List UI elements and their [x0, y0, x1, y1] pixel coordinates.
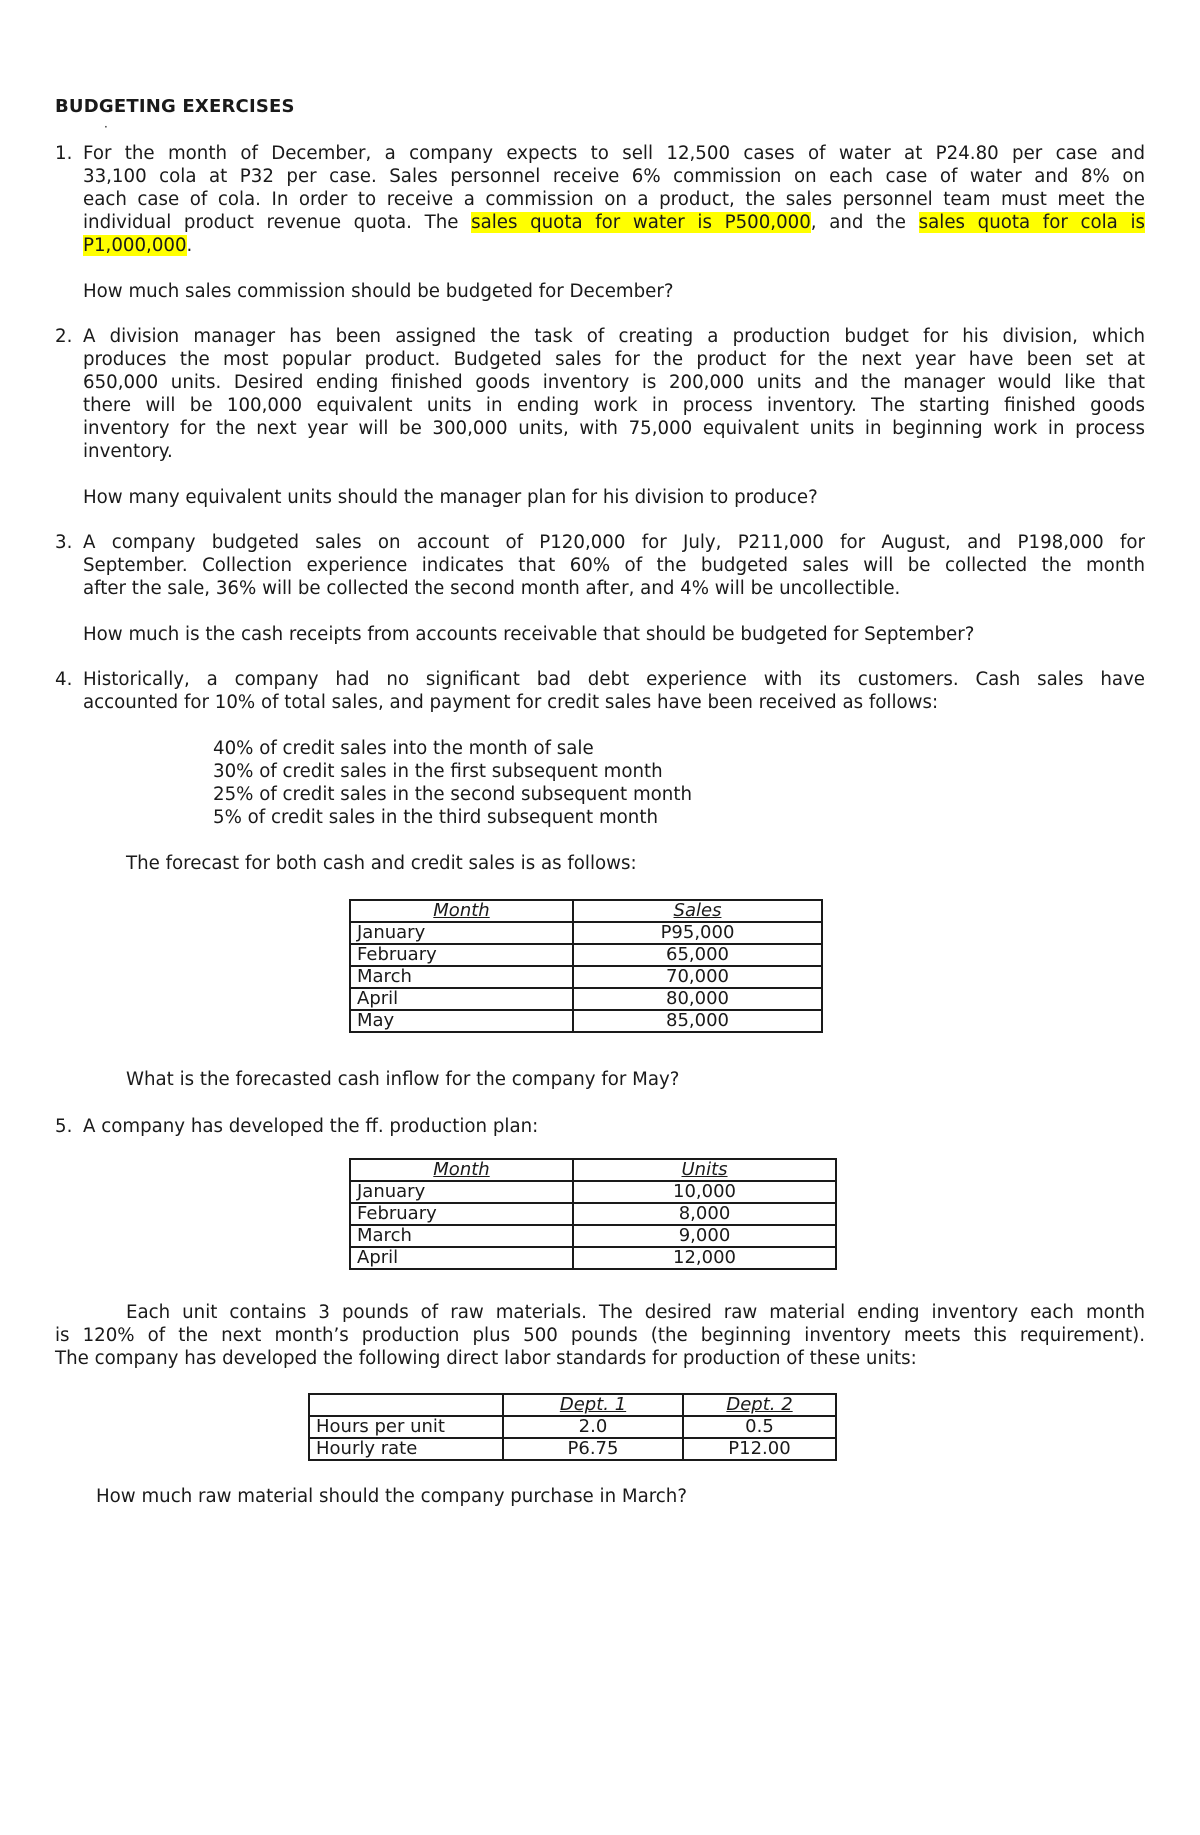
table-cell: April: [350, 1247, 573, 1269]
q1-line-4: [83, 211, 1145, 234]
stray-dot: ·: [104, 120, 108, 134]
q1-line: each case of cola. In order to receive a commission on a product, the sales personnel team must meet the: [83, 189, 1145, 210]
table-cell: March: [350, 966, 573, 988]
q2-question: How many equivalent units should the manager plan for his division to produce?: [83, 487, 818, 508]
table-header-text: Units: [681, 1159, 728, 1180]
page-title: BUDGETING EXERCISES: [55, 96, 295, 117]
q4-forecast-intro: The forecast for both cash and credit sales is as follows:: [126, 853, 637, 874]
q5-paragraph: [55, 1301, 1145, 1370]
table-cell: 2.0: [503, 1416, 683, 1438]
table-cell: February: [350, 1203, 573, 1225]
q5-line: The company has developed the following direct labor standards for production of these units:: [55, 1348, 917, 1369]
table-header: [573, 1159, 836, 1181]
table-cell: Hours per unit: [309, 1416, 503, 1438]
q2-line: there will be 100,000 equivalent units in ending work in process inventory. The starting finished goods: [83, 395, 1145, 416]
table-header-text: Sales: [673, 900, 722, 921]
q2-line: produces the most popular product. Budgeted sales for the product for the next year have been set at: [83, 349, 1145, 370]
table-cell: April: [350, 988, 573, 1010]
labor-standards-table: [308, 1393, 837, 1461]
table-cell: 65,000: [573, 944, 822, 966]
table-cell: 85,000: [573, 1010, 822, 1032]
list-item: 40% of credit sales into the month of sale: [213, 738, 594, 759]
table-cell: 10,000: [573, 1181, 836, 1203]
q4-line: Historically, a company had no significant bad debt experience with its customers. Cash sales have: [83, 669, 1145, 690]
table-row: [350, 1010, 822, 1032]
list-item: 5% of credit sales in the third subsequent month: [213, 807, 658, 828]
q3-line: September. Collection experience indicates that 60% of the budgeted sales will be collected the month: [83, 555, 1145, 576]
table-row: [350, 988, 822, 1010]
q3-number: 3.: [55, 532, 73, 553]
list-item: 25% of credit sales in the second subsequent month: [213, 784, 692, 805]
table-cell: 9,000: [573, 1225, 836, 1247]
table-cell: March: [350, 1225, 573, 1247]
table-cell: 8,000: [573, 1203, 836, 1225]
q2-line: A division manager has been assigned the task of creating a production budget for his division, which: [83, 326, 1145, 347]
table-row: [350, 1247, 836, 1269]
table-row: [350, 1203, 836, 1225]
table-cell: 12,000: [573, 1247, 836, 1269]
table-header: [350, 1159, 573, 1181]
q1-number: 1.: [55, 143, 73, 164]
table-row: [350, 1181, 836, 1203]
table-header-row: [350, 900, 822, 922]
table-row: [350, 944, 822, 966]
table-row: [350, 1225, 836, 1247]
table-header: [683, 1394, 836, 1416]
q1-line: For the month of December, a company expects to sell 12,500 cases of water at P24.80 per case and: [83, 143, 1145, 164]
table-header: [503, 1394, 683, 1416]
q5-intro: A company has developed the ff. production plan:: [83, 1116, 539, 1137]
q5-line: is 120% of the next month’s production plus 500 pounds (the beginning inventory meets this requirement).: [55, 1325, 1145, 1346]
q4-number: 4.: [55, 669, 73, 690]
q3-line: A company budgeted sales on account of P120,000 for July, P211,000 for August, and P198,000 for: [83, 532, 1145, 553]
q2-line: inventory.: [83, 441, 173, 462]
q1-line: 33,100 cola at P32 per case. Sales personnel receive 6% commission on each case of water and 8% on: [83, 166, 1145, 187]
table-header-row: [350, 1159, 836, 1181]
q1-highlight-cola-quota: sales quota for cola is: [918, 212, 1145, 233]
table-cell: 0.5: [683, 1416, 836, 1438]
q2-line: inventory for the next year will be 300,000 units, with 75,000 equivalent units in beginning work in process: [83, 418, 1145, 439]
q5-question: How much raw material should the company purchase in March?: [96, 1486, 687, 1507]
table-cell: P6.75: [503, 1438, 683, 1460]
q4-line: accounted for 10% of total sales, and payment for credit sales have been received as follows:: [83, 692, 939, 713]
q4-question: What is the forecasted cash inflow for the company for May?: [126, 1069, 680, 1090]
table-header: [350, 900, 573, 922]
table-cell: January: [350, 922, 573, 944]
table-header: [573, 900, 822, 922]
table-header-text: Month: [433, 1159, 490, 1180]
q1-highlight-cola-amount: P1,000,000: [83, 235, 187, 256]
table-cell: February: [350, 944, 573, 966]
sales-forecast-table: [349, 899, 823, 1033]
q2-number: 2.: [55, 326, 73, 347]
q3-question: How much is the cash receipts from accounts receivable that should be budgeted for September?: [83, 624, 975, 645]
production-plan-table: [349, 1158, 837, 1270]
q2-line: 650,000 units. Desired ending finished goods inventory is 200,000 units and the manager would like that: [83, 372, 1145, 393]
table-row: [350, 966, 822, 988]
q4-paragraph: [83, 668, 1145, 714]
table-header-text: Dept. 2: [726, 1394, 793, 1415]
q1-line-5: [83, 234, 1145, 257]
table-cell: 70,000: [573, 966, 822, 988]
q3-paragraph: [83, 531, 1145, 600]
q1-question: How much sales commission should be budgeted for December?: [83, 281, 674, 302]
table-cell: May: [350, 1010, 573, 1032]
table-header-row: [309, 1394, 836, 1416]
q1-text: individual product revenue quota. The: [83, 212, 472, 233]
table-cell: P95,000: [573, 922, 822, 944]
table-cell: 80,000: [573, 988, 822, 1010]
table-row: [350, 922, 822, 944]
q4-collection-list: [213, 737, 692, 829]
q5-number: 5.: [55, 1116, 73, 1137]
q3-line: after the sale, 36% will be collected the second month after, and 4% will be uncollectible.: [83, 578, 901, 599]
table-header-text: Month: [433, 900, 490, 921]
q5-line: Each unit contains 3 pounds of raw materials. The desired raw material ending inventory each month: [126, 1302, 1145, 1323]
q1-paragraph: [83, 142, 1145, 257]
table-header-text: Dept. 1: [559, 1394, 627, 1415]
table-cell: Hourly rate: [309, 1438, 503, 1460]
list-item: 30% of credit sales in the first subsequent month: [213, 761, 663, 782]
table-row: [309, 1416, 836, 1438]
table-cell: P12.00: [683, 1438, 836, 1460]
table-header: [309, 1394, 503, 1416]
q2-paragraph: [83, 325, 1145, 463]
table-row: [309, 1438, 836, 1460]
q1-text: , and the: [810, 212, 919, 233]
q1-text: .: [186, 235, 193, 256]
q1-highlight-water-quota: sales quota for water is P500,000: [471, 212, 811, 233]
table-cell: January: [350, 1181, 573, 1203]
